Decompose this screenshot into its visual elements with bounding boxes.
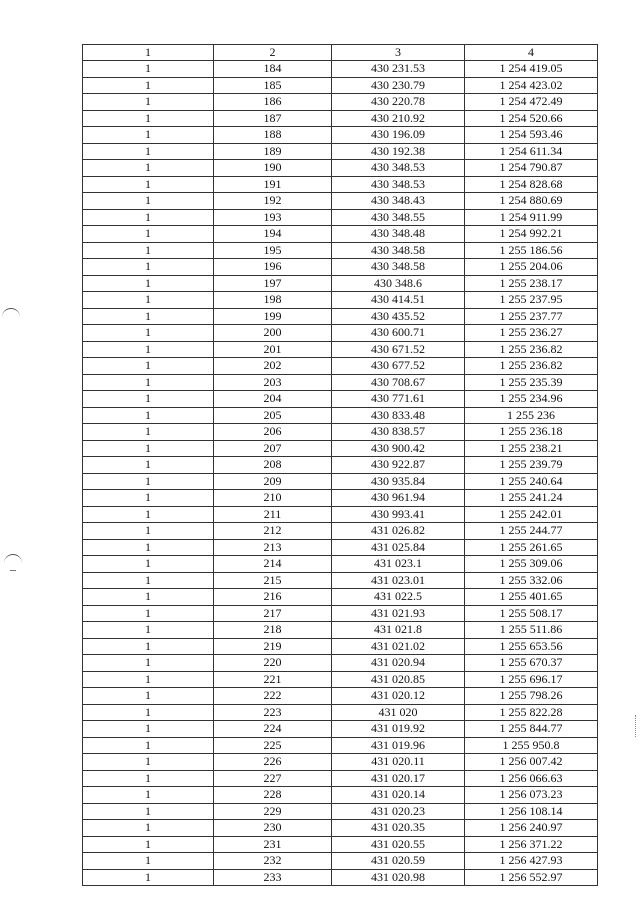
table-cell: 1 255 238.21 (465, 440, 598, 457)
table-cell: 431 020.98 (332, 869, 465, 886)
table-row (83, 671, 598, 688)
table-cell: 431 020.85 (332, 671, 465, 688)
table-cell: 1 254 611.34 (465, 143, 598, 160)
table-cell: 213 (214, 539, 332, 556)
table-row (83, 457, 598, 474)
table-cell: 1 255 234.96 (465, 391, 598, 408)
table-cell: 431 020.35 (332, 820, 465, 837)
table-row (83, 869, 598, 886)
table-row (83, 572, 598, 589)
table-cell: 430 671.52 (332, 341, 465, 358)
table-cell: 1 254 911.99 (465, 209, 598, 226)
table-cell: 1 254 419.05 (465, 61, 598, 78)
table-cell: 1 (83, 176, 214, 193)
punch-hole-mark (2, 308, 20, 317)
table-cell: 1 255 309.06 (465, 556, 598, 573)
table-cell: 1 256 066.63 (465, 770, 598, 787)
table-row (83, 622, 598, 639)
table-cell: 191 (214, 176, 332, 193)
table-cell: 430 220.78 (332, 94, 465, 111)
table-cell: 431 019.96 (332, 737, 465, 754)
table-cell: 431 020.12 (332, 688, 465, 705)
table-cell: 1 (83, 853, 214, 870)
table-cell: 430 961.94 (332, 490, 465, 507)
table-cell: 430 993.41 (332, 506, 465, 523)
table-cell: 206 (214, 424, 332, 441)
table-cell: 430 677.52 (332, 358, 465, 375)
table-cell: 431 020.17 (332, 770, 465, 787)
table-cell: 1 (83, 688, 214, 705)
table-row (83, 770, 598, 787)
table-cell: 431 020.59 (332, 853, 465, 870)
table-cell: 192 (214, 193, 332, 210)
table-row (83, 127, 598, 144)
table-cell: 430 348.53 (332, 176, 465, 193)
table-cell: 1 255 240.64 (465, 473, 598, 490)
table-cell: 431 020.94 (332, 655, 465, 672)
table-cell: 184 (214, 61, 332, 78)
table-cell: 1 (83, 556, 214, 573)
header-cell: 4 (465, 45, 598, 61)
table-cell: 200 (214, 325, 332, 342)
table-cell: 1 (83, 440, 214, 457)
table-cell: 1 (83, 242, 214, 259)
table-cell: 229 (214, 803, 332, 820)
table-cell: 430 900.42 (332, 440, 465, 457)
table-cell: 430 348.58 (332, 242, 465, 259)
table-cell: 1 (83, 341, 214, 358)
table-row (83, 374, 598, 391)
table-row (83, 803, 598, 820)
table-cell: 210 (214, 490, 332, 507)
table-row (83, 209, 598, 226)
coordinates-table (82, 44, 598, 886)
table-cell: 1 (83, 358, 214, 375)
table-cell: 1 255 186.56 (465, 242, 598, 259)
table-cell: 1 (83, 655, 214, 672)
table-cell: 430 348.58 (332, 259, 465, 276)
table-cell: 430 230.79 (332, 77, 465, 94)
table-cell: 431 025.84 (332, 539, 465, 556)
table-cell: 1 (83, 490, 214, 507)
table-cell: 233 (214, 869, 332, 886)
table-cell: 209 (214, 473, 332, 490)
table-cell: 1 (83, 226, 214, 243)
table-cell: 1 (83, 457, 214, 474)
table-row (83, 193, 598, 210)
table-cell: 205 (214, 407, 332, 424)
table-cell: 187 (214, 110, 332, 127)
table-cell: 208 (214, 457, 332, 474)
table-cell: 188 (214, 127, 332, 144)
punch-hole-mark (4, 554, 22, 563)
table-row (83, 325, 598, 342)
table-cell: 1 255 236.82 (465, 358, 598, 375)
table-cell: 1 (83, 259, 214, 276)
table-cell: 217 (214, 605, 332, 622)
table-cell: 1 (83, 325, 214, 342)
table-cell: 185 (214, 77, 332, 94)
table-cell: 1 256 552.97 (465, 869, 598, 886)
table-cell: 1 255 237.77 (465, 308, 598, 325)
table-cell: 431 021.02 (332, 638, 465, 655)
table-cell: 1 255 204.06 (465, 259, 598, 276)
table-row (83, 506, 598, 523)
table-row (83, 853, 598, 870)
table-cell: 219 (214, 638, 332, 655)
table-cell: 1 (83, 787, 214, 804)
table-cell: 1 255 242.01 (465, 506, 598, 523)
table-row (83, 110, 598, 127)
table-cell: 430 935.84 (332, 473, 465, 490)
table-cell: 1 255 508.17 (465, 605, 598, 622)
table-cell: 218 (214, 622, 332, 639)
table-cell: 1 255 401.65 (465, 589, 598, 606)
table-cell: 1 (83, 275, 214, 292)
table-cell: 1 255 236.82 (465, 341, 598, 358)
table-cell: 1 255 236 (465, 407, 598, 424)
table-cell: 1 255 950.8 (465, 737, 598, 754)
table-cell: 1 254 880.69 (465, 193, 598, 210)
table-row (83, 638, 598, 655)
table-cell: 1 (83, 110, 214, 127)
table-cell: 196 (214, 259, 332, 276)
table-cell: 1 (83, 308, 214, 325)
table-cell: 204 (214, 391, 332, 408)
table-row (83, 688, 598, 705)
table-cell: 431 023.01 (332, 572, 465, 589)
table-cell: 430 196.09 (332, 127, 465, 144)
table-cell: 189 (214, 143, 332, 160)
table-cell: 1 (83, 424, 214, 441)
table-cell: 1 (83, 721, 214, 738)
table-row (83, 754, 598, 771)
table-cell: 198 (214, 292, 332, 309)
header-cell: 2 (214, 45, 332, 61)
table-cell: 430 922.87 (332, 457, 465, 474)
table-row (83, 407, 598, 424)
table-cell: 1 (83, 374, 214, 391)
table-cell: 228 (214, 787, 332, 804)
table-row (83, 737, 598, 754)
table-cell: 1 255 261.65 (465, 539, 598, 556)
table-cell: 1 255 798.26 (465, 688, 598, 705)
table-cell: 431 020.23 (332, 803, 465, 820)
table-cell: 1 254 790.87 (465, 160, 598, 177)
table-cell: 1 (83, 143, 214, 160)
table-cell: 1 256 007.42 (465, 754, 598, 771)
table-cell: 207 (214, 440, 332, 457)
table-cell: 1 (83, 407, 214, 424)
table-cell: 430 210.92 (332, 110, 465, 127)
table-row (83, 275, 598, 292)
table-cell: 430 348.6 (332, 275, 465, 292)
table-row (83, 589, 598, 606)
table-cell: 231 (214, 836, 332, 853)
table-cell: 1 255 511.86 (465, 622, 598, 639)
table-row (83, 160, 598, 177)
table-row (83, 94, 598, 111)
table-cell: 203 (214, 374, 332, 391)
table-cell: 190 (214, 160, 332, 177)
table-row (83, 440, 598, 457)
table-row (83, 61, 598, 78)
table-cell: 431 023.1 (332, 556, 465, 573)
table-row (83, 308, 598, 325)
table-cell: 430 414.51 (332, 292, 465, 309)
table-row (83, 226, 598, 243)
table-cell: 211 (214, 506, 332, 523)
table-cell: 225 (214, 737, 332, 754)
table-cell: 212 (214, 523, 332, 540)
table-cell: 1 (83, 94, 214, 111)
table-cell: 1 255 239.79 (465, 457, 598, 474)
table-row (83, 655, 598, 672)
table-row (83, 292, 598, 309)
table-row (83, 259, 598, 276)
table-row (83, 143, 598, 160)
table-cell: 1 255 844.77 (465, 721, 598, 738)
header-cell: 1 (83, 45, 214, 61)
table-row (83, 473, 598, 490)
table-cell: 1 (83, 193, 214, 210)
table-cell: 430 600.71 (332, 325, 465, 342)
table-cell: 197 (214, 275, 332, 292)
table-cell: 201 (214, 341, 332, 358)
table-cell: 1 256 371.22 (465, 836, 598, 853)
table-cell: 232 (214, 853, 332, 870)
table-cell: 1 (83, 638, 214, 655)
table-cell: 1 255 670.37 (465, 655, 598, 672)
table-cell: 1 (83, 160, 214, 177)
table-cell: 1 (83, 506, 214, 523)
table-cell: 431 026.82 (332, 523, 465, 540)
table-cell: 430 708.67 (332, 374, 465, 391)
table-row (83, 523, 598, 540)
coordinates-table-body (83, 45, 598, 886)
table-cell: 216 (214, 589, 332, 606)
table-row (83, 341, 598, 358)
table-cell: 220 (214, 655, 332, 672)
table-cell: 195 (214, 242, 332, 259)
table-row (83, 539, 598, 556)
table-cell: 430 833.48 (332, 407, 465, 424)
scan-edge-marks (635, 715, 638, 737)
table-cell: 227 (214, 770, 332, 787)
table-cell: 1 (83, 605, 214, 622)
table-cell: 1 (83, 572, 214, 589)
table-cell: 1 (83, 671, 214, 688)
table-row (83, 836, 598, 853)
table-cell: 1 (83, 209, 214, 226)
table-cell: 431 022.5 (332, 589, 465, 606)
table-cell: 186 (214, 94, 332, 111)
table-cell: 430 192.38 (332, 143, 465, 160)
table-cell: 1 255 238.17 (465, 275, 598, 292)
table-row (83, 605, 598, 622)
table-cell: 1 254 520.66 (465, 110, 598, 127)
table-cell: 1 254 593.46 (465, 127, 598, 144)
table-cell: 1 (83, 292, 214, 309)
table-cell: 1 (83, 77, 214, 94)
table-cell: 214 (214, 556, 332, 573)
table-cell: 1 255 236.27 (465, 325, 598, 342)
table-header-row (83, 45, 598, 61)
header-cell: 3 (332, 45, 465, 61)
table-cell: 1 (83, 473, 214, 490)
table-cell: 1 255 653.56 (465, 638, 598, 655)
table-cell: 431 021.8 (332, 622, 465, 639)
table-cell: 1 254 828.68 (465, 176, 598, 193)
table-cell: 430 348.53 (332, 160, 465, 177)
table-cell: 430 838.57 (332, 424, 465, 441)
table-cell: 1 254 992.21 (465, 226, 598, 243)
table-cell: 431 019.92 (332, 721, 465, 738)
table-cell: 202 (214, 358, 332, 375)
table-cell: 431 020.11 (332, 754, 465, 771)
table-cell: 1 (83, 539, 214, 556)
table-cell: 1 255 244.77 (465, 523, 598, 540)
table-cell: 1 256 240.97 (465, 820, 598, 837)
table-cell: 194 (214, 226, 332, 243)
table-cell: 230 (214, 820, 332, 837)
table-cell: 431 021.93 (332, 605, 465, 622)
table-cell: 1 255 822.28 (465, 704, 598, 721)
table-cell: 1 255 332.06 (465, 572, 598, 589)
table-cell: 221 (214, 671, 332, 688)
table-cell: 430 348.48 (332, 226, 465, 243)
table-cell: 1 (83, 622, 214, 639)
table-cell: 222 (214, 688, 332, 705)
table-row (83, 242, 598, 259)
table-cell: 1 254 472.49 (465, 94, 598, 111)
table-cell: 1 (83, 704, 214, 721)
table-cell: 430 231.53 (332, 61, 465, 78)
table-row (83, 787, 598, 804)
table-row (83, 704, 598, 721)
table-cell: 1 254 423.02 (465, 77, 598, 94)
table-cell: 1 (83, 589, 214, 606)
table-cell: 430 348.43 (332, 193, 465, 210)
table-cell: 1 (83, 836, 214, 853)
table-cell: 1 255 237.95 (465, 292, 598, 309)
table-cell: 1 (83, 391, 214, 408)
table-cell: 1 255 696.17 (465, 671, 598, 688)
table-cell: 224 (214, 721, 332, 738)
table-cell: 1 256 427.93 (465, 853, 598, 870)
table-cell: 430 771.61 (332, 391, 465, 408)
table-row (83, 391, 598, 408)
table-cell: 430 435.52 (332, 308, 465, 325)
table-row (83, 424, 598, 441)
table-cell: 193 (214, 209, 332, 226)
table-cell: 1 (83, 523, 214, 540)
table-cell: 1 255 241.24 (465, 490, 598, 507)
table-cell: 1 256 108.14 (465, 803, 598, 820)
scan-speck (10, 570, 16, 571)
table-cell: 431 020 (332, 704, 465, 721)
table-row (83, 721, 598, 738)
table-cell: 215 (214, 572, 332, 589)
table-cell: 431 020.55 (332, 836, 465, 853)
table-cell: 431 020.14 (332, 787, 465, 804)
table-row (83, 176, 598, 193)
table-cell: 1 (83, 61, 214, 78)
table-cell: 199 (214, 308, 332, 325)
table-cell: 1 256 073.23 (465, 787, 598, 804)
table-row (83, 820, 598, 837)
table-row (83, 490, 598, 507)
table-cell: 1 (83, 754, 214, 771)
table-row (83, 358, 598, 375)
table-cell: 1 (83, 737, 214, 754)
table-cell: 1 (83, 803, 214, 820)
table-cell: 226 (214, 754, 332, 771)
table-row (83, 77, 598, 94)
table-cell: 1 255 236.18 (465, 424, 598, 441)
table-cell: 1 (83, 820, 214, 837)
table-cell: 1 (83, 869, 214, 886)
table-cell: 1 255 235.39 (465, 374, 598, 391)
table-cell: 223 (214, 704, 332, 721)
table-cell: 1 (83, 127, 214, 144)
table-row (83, 556, 598, 573)
table-cell: 1 (83, 770, 214, 787)
table-cell: 430 348.55 (332, 209, 465, 226)
